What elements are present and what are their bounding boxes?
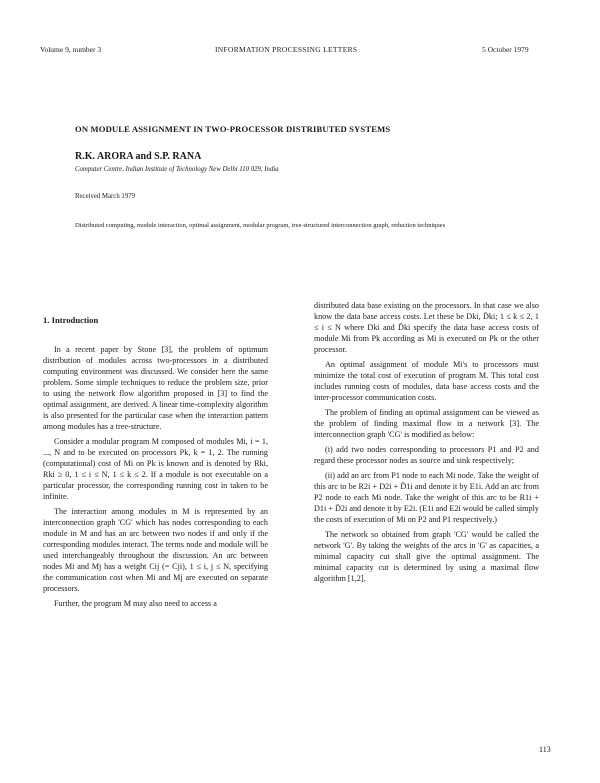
paragraph: An optimal assignment of module Mi's to processors must minimize the total cost of execution of program M. This total cost includes running costs of modules, data base access costs and the inter-processor communication costs.	[314, 360, 539, 402]
right-column	[314, 300, 539, 588]
page-number: 113	[539, 745, 551, 754]
paragraph: distributed data base existing on the processors. In that case we also know the data base access costs. Let these be Dki, D̄ki; 1 ≤ k ≤ 2, 1 ≤ i ≤ N where Dki and D̄ki specify the data base access costs of module Mi from Pk according as Mi is executed on Pk or the other processor.	[314, 301, 539, 354]
paragraph: Consider a modular program M composed of modules Mi, i = 1, ..., N and to be executed on processors Pk, k = 1, 2. The running (computational) cost of Mi on Pk is known and is denoted by Rki, Rki ≥ 0, 1 ≤ i ≤ N, 1 ≤ k ≤ 2. If a module is not executable on a particular processor, the corresponding running cost in taken to be infinite.	[43, 437, 268, 501]
paragraph: (i) add two nodes corresponding to processors P1 and P2 and regard these processor nodes as source and sink respectively;	[314, 445, 539, 465]
paragraph: The interaction among modules in M is represented by an interconnection graph 'CG' which has nodes corresponding to each module in M and has an arc between two nodes if and only if the corresponding modules interact. The terms node and module will be used interchangeably throughout the discussion. An arc between nodes Mi and Mj has a weight Cij (= Cji), 1 ≤ i, j ≤ N, specifying the communication cost when Mi and Mj are executed on separate processors.	[43, 507, 268, 593]
section-heading: 1. Introduction	[43, 315, 99, 325]
keywords: Distributed computing, module interaction, optimal assignment, modular program, tree-structured interconnection graph, reduction techniques	[75, 222, 446, 229]
authors: R.K. ARORA and S.P. RANA	[75, 151, 202, 162]
journal-name: INFORMATION PROCESSING LETTERS	[215, 45, 358, 54]
paragraph: (ii) add an arc from P1 node to each Mi node. Take the weight of this arc to be R2i + D2i + D̄1i and denote it by E1i. Add an arc from P2 node to each Mi node. Take the weight of this arc to be R1i + D1i + D̄2i and denote it by E2i. (E1i and E2i would be called simply the costs of execution of Mi on P2 and P1 respectively.)	[314, 471, 539, 524]
affiliation: Computer Centre, Indian Institute of Technology New Delhi 110 029, India	[75, 166, 279, 173]
left-column	[43, 315, 268, 613]
issue-date: 5 October 1979	[482, 45, 529, 54]
received-date: Received March 1979	[75, 193, 136, 200]
paragraph: In a recent paper by Stone [3], the problem of optimum distribution of modules across two-processors in a distributed computing environment was discussed. We consider here the same problem. Some simple techniques to reduce the problem size, prior to using the network flow algorithm proposed in [3] to find the optimal assignment, are derived. A linear time-complexity algorithm is also presented for the particular case when the interaction pattern among modules has a tree-structure.	[43, 345, 268, 431]
volume-number: Volume 9, number 3	[40, 45, 102, 54]
paragraph: The problem of finding an optimal assignment can be viewed as the problem of finding maximal flow in a network [3]. The interconnection graph 'CG' is modified as below:	[314, 408, 539, 439]
paragraph: The network so obtained from graph 'CG' would be called the network 'G'. By taking the weights of the arcs in 'G' as capacities, a minimal capacity cut shall give the optimal assignment. The minimal capacity cut is determined by using a maximal flow algorithm [1,2].	[314, 530, 539, 583]
paper-title: ON MODULE ASSIGNMENT IN TWO-PROCESSOR DISTRIBUTED SYSTEMS	[75, 124, 391, 134]
paragraph: Further, the program M may also need to access a	[54, 599, 217, 608]
